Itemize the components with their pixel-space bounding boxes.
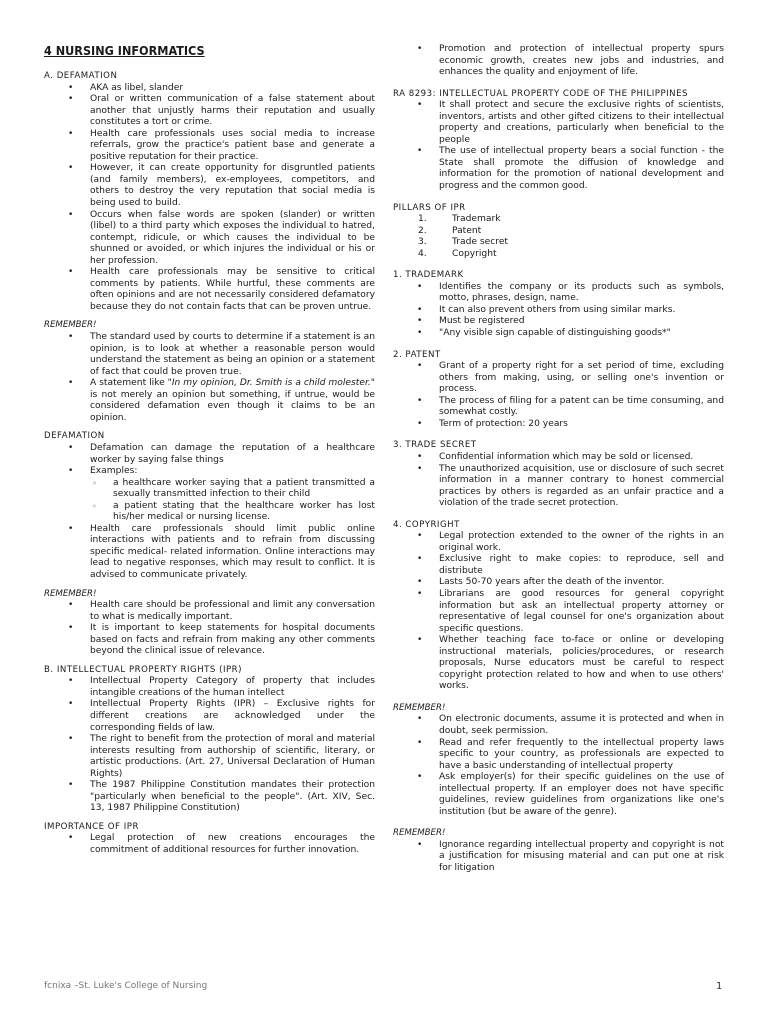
numbered-item xyxy=(418,214,724,226)
page-footer: fcnixa –St. Luke's College of Nursing xyxy=(44,981,208,991)
section-heading-defamation-b: DEFAMATION xyxy=(44,431,105,442)
remember-2-list xyxy=(44,600,375,658)
list-item: • However, it can create opportunity for disgruntled patients (and family members), ex-employees, competitors, and others to destroy the very reputation that social media is being used to build. xyxy=(90,163,375,209)
remember-label: REMEMBER! xyxy=(44,588,97,599)
list-item: • Intellectual Property Rights (IPR) – Exclusive rights for different creations are acknowledged under the corresponding fields of law. xyxy=(90,699,375,734)
remember-4-list xyxy=(393,840,724,875)
list-item: • AKA as libel, slander xyxy=(90,83,375,95)
list-item xyxy=(90,378,375,424)
numbered-item xyxy=(418,237,724,249)
item-number: 1. xyxy=(418,214,427,225)
list-item: • The use of intellectual property bears a social function - the State shall promote the diffusion of knowledge and information for the promotion of national development and progress and the common good. xyxy=(439,146,724,192)
list-item: • Term of protection: 20 years xyxy=(439,419,724,431)
item-number: 3. xyxy=(418,237,427,248)
list-item: • Ask employer(s) for their specific guidelines on the use of intellectual property. If an employer does not have specific guidelines, review guidelines from organizations like one's institution (but be aware of the genre). xyxy=(439,772,724,818)
list-item: • The unauthorized acquisition, use or disclosure of such secret information in a manner contrary to honest commercial practices by others is regarded as an unfair practice and a violation of the trade secret protection. xyxy=(439,464,724,510)
defamation-b-list xyxy=(44,443,375,582)
sub-list-item: ◦ a healthcare worker saying that a patient transmitted a sexually transmitted infection to their child xyxy=(113,478,375,501)
list-item: • Read and refer frequently to the intellectual property laws specific to your country, as professionals are expected to have a basic understanding of intellectual property xyxy=(439,738,724,773)
list-item: • Confidential information which may be sold or licensed. xyxy=(439,452,724,464)
list-item: • "Any visible sign capable of distinguishing goods*" xyxy=(439,328,724,340)
importance-list xyxy=(44,833,375,856)
left-column xyxy=(44,44,375,857)
examples-list xyxy=(90,478,375,524)
list-item: • Health care should be professional and limit any conversation to what is medically important. xyxy=(90,600,375,623)
copyright-list xyxy=(393,531,724,693)
document-title: 4 NURSING INFORMATICS xyxy=(44,43,205,58)
remember-label: REMEMBER! xyxy=(393,702,446,713)
remember-1-list xyxy=(44,332,375,424)
section-heading-copyright: 4. COPYRIGHT xyxy=(393,519,460,530)
list-item: • Legal protection extended to the owner of the rights in an original work. xyxy=(439,531,724,554)
list-item: • The 1987 Philippine Constitution mandates their protection "particularly when beneficial to the people". (Art. XIV, Sec. 13, 1987 Philippine Constitution) xyxy=(90,780,375,815)
list-item: • Grant of a property right for a set period of time, excluding others from making, using, or selling one's invention or process. xyxy=(439,361,724,396)
list-item: • Identifies the company or its products such as symbols, motto, phrases, design, name. xyxy=(439,282,724,305)
list-item xyxy=(90,466,375,524)
list-item: • Librarians are good resources for general copyright information but ask an intellectual property attorney or representative of legal counsel for one's organization about specific questions. xyxy=(439,589,724,635)
numbered-item xyxy=(418,225,724,238)
list-item: • Whether teaching face to-face or online or developing instructional materials, policies/procedures, or research proposals, Nurse educators must be careful to respect copyright protection related to how and when to use others' works. xyxy=(439,635,724,693)
pillars-list xyxy=(393,214,724,260)
list-item: • Lasts 50-70 years after the death of the inventor. xyxy=(439,577,724,589)
item-text: Trade secret xyxy=(452,237,509,248)
item-number: 2. xyxy=(418,225,427,236)
section-heading-trademark: 1. TRADEMARK xyxy=(393,270,464,281)
item-text: Patent xyxy=(452,225,482,236)
ra8293-list xyxy=(393,100,724,192)
list-item: • It is important to keep statements for hospital documents based on facts and refrain from making any other comments beyond the clinical issue of relevance. xyxy=(90,623,375,658)
patent-list xyxy=(393,361,724,430)
numbered-item xyxy=(418,248,724,261)
section-heading-pillars: PILLARS OF IPR xyxy=(393,202,466,213)
remember-label: REMEMBER! xyxy=(393,828,446,839)
trademark-list xyxy=(393,282,724,340)
ipr-list xyxy=(44,676,375,815)
list-item: • The standard used by courts to determine if a statement is an opinion, is to look at whether a reasonable person would understand the statement as being an opinion or a statement of fact that could be proven true. xyxy=(90,332,375,378)
list-item: • Health care professionals may be sensitive to critical comments by patients. While hurtful, these comments are often opinions and are not necessarily considered defamatory because they do not contain facts that can be proven untrue. xyxy=(90,267,375,313)
list-item: • Oral or written communication of a false statement about another that unjustly harms their reputation and usually constitutes a tort or crime. xyxy=(90,94,375,129)
importance-continued-list xyxy=(393,44,724,79)
section-heading-defamation-a: A. DEFAMATION xyxy=(44,71,118,81)
page-number: 1 xyxy=(716,981,723,992)
quote-italic: In my opinion, Dr. Smith is a child molester. xyxy=(171,378,371,389)
examples-label: • Examples: xyxy=(90,466,138,477)
right-column xyxy=(393,44,724,875)
list-item: • Must be registered xyxy=(439,316,724,328)
list-item: • Defamation can damage the reputation of a healthcare worker by saying false things xyxy=(90,443,375,466)
section-heading-ipr: B. INTELLECTUAL PROPERTY RIGHTS (IPR) xyxy=(44,664,243,675)
list-item: • Legal protection of new creations encourages the commitment of additional resources for further innovation. xyxy=(90,833,375,856)
list-item: • On electronic documents, assume it is protected and when in doubt, seek permission. xyxy=(439,714,724,737)
sub-list-item: ◦ a patient stating that the healthcare worker has lost his/her medical or nursing license. xyxy=(113,501,375,524)
quote-prefix: A statement like " xyxy=(90,378,172,389)
list-item: • Health care professionals should limit public online interactions with patients and to refrain from discussing specific medical- related information. Online interactions may lead to negative responses, which may result to conflict. It is advised to communicate privately. xyxy=(90,524,375,582)
list-item: • Intellectual Property Category of property that includes intangible creations of the human intellect xyxy=(90,676,375,699)
list-item: • Health care professionals uses social media to increase referrals, grow the practice's patient base and generate a positive reputation for their practice. xyxy=(90,129,375,164)
section-heading-ra8293: RA 8293: INTELLECTUAL PROPERTY CODE OF THE PHILIPPINES xyxy=(393,88,688,99)
trade-secret-list xyxy=(393,452,724,510)
section-heading-trade-secret: 3. TRADE SECRET xyxy=(393,440,477,451)
list-item: • The right to benefit from the protection of moral and material interests resulting from authorship of scientific, literary, or artistic productions. (Art. 27, Universal Declaration of Human Rights) xyxy=(90,734,375,780)
list-item: • Ignorance regarding intellectual property and copyright is not a justification for misusing material and can put one at risk for litigation xyxy=(439,840,724,875)
defamation-a-list xyxy=(44,83,375,314)
remember-label: REMEMBER! xyxy=(44,320,97,331)
item-text: Copyright xyxy=(452,248,497,259)
item-number: 4. xyxy=(418,248,427,259)
quote-suffix: " is not merely an opinion but something, if untrue, would be considered defamation even though it claims to be an opinion. xyxy=(90,378,375,423)
list-item: • The process of filing for a patent can be time consuming, and somewhat costly. xyxy=(439,396,724,419)
list-item: • It shall protect and secure the exclusive rights of scientists, inventors, artists and other gifted citizens to their intellectual property and creations, particularly when beneficial to the people xyxy=(439,100,724,146)
list-item: • It can also prevent others from using similar marks. xyxy=(439,305,724,317)
list-item: • Occurs when false words are spoken (slander) or written (libel) to a third party which exposes the individual to hatred, contempt, ridicule, or which causes the individual to be shunned or avoided, or which injures the individual or his or her profession. xyxy=(90,210,375,268)
section-heading-patent: 2. PATENT xyxy=(393,349,441,360)
section-heading-importance: IMPORTANCE OF IPR xyxy=(44,821,139,832)
item-text: Trademark xyxy=(452,214,501,225)
list-item: • Exclusive right to make copies: to reproduce, sell and distribute xyxy=(439,554,724,577)
remember-3-list xyxy=(393,714,724,818)
list-item: • Promotion and protection of intellectual property spurs economic growth, creates new jobs and industries, and enhances the quality and enjoyment of life. xyxy=(439,44,724,79)
